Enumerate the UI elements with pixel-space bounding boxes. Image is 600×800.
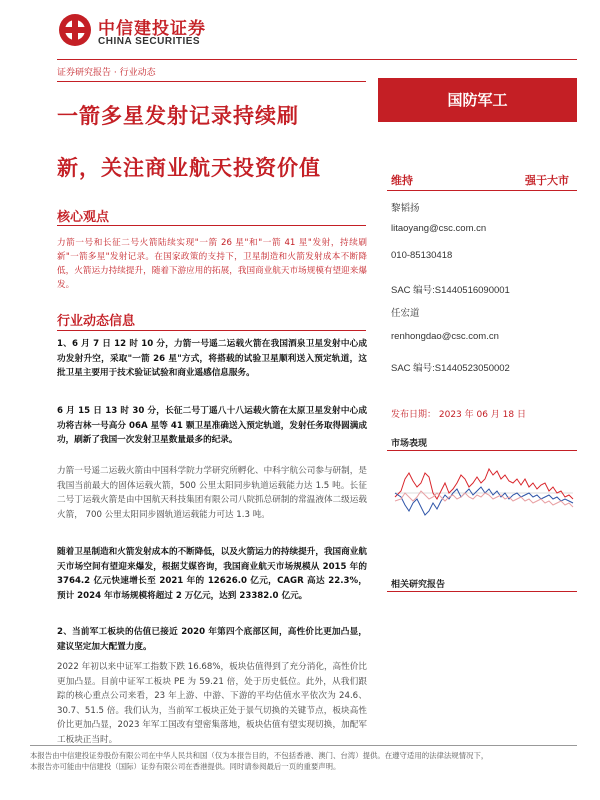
market-performance-chart [389,453,577,568]
rating-row [391,172,571,188]
news-paragraph-1: 1、6 月 7 日 12 时 10 分，力箭一号遥二运载火箭在我国酒泉卫星发射中心成功发射升空，采取"一箭 26 星"方式，将搭载的试验卫星顺利送入预定轨道，这批卫星主要用于技术验证试验和商业遥感信息服务。 [57,339,367,379]
footer-divider [30,745,577,746]
logo-chinese-name: 中信建投证券 [98,19,206,39]
report-title [57,90,367,194]
analyst-1-name: 黎韬扬 [391,203,420,214]
publish-date: 发布日期： 2023 年 06 月 18 日 [391,410,526,420]
rating-value: 强于大市 [525,174,569,187]
disclaimer-line-1: 本报告由中信建投证券股份有限公司在中华人民共和国（仅为本报告目的，不包括香港、澳门、台湾）提供。在遵守适用的法律法规情况下， [30,751,489,760]
news-paragraph-2: 6 月 15 日 13 时 30 分，长征二号丁遥八十八运载火箭在太原卫星发射中心成功将吉林一号高分 06A 星等 41 颗卫星准确送入预定轨道，发射任务取得圆满成功，刷新了我国一次发射卫星数量最多的纪录。 [57,406,367,446]
core-viewpoint-divider [57,225,366,226]
report-type-label: 证券研究报告 · 行业动态 [57,68,156,78]
market-performance-title: 市场表现 [391,439,428,449]
title-line-2: 新，关注商业航天投资价值 [57,156,321,180]
news-paragraph-6: 2022 年初以来中证军工指数下跌 16.68%，板块估值得到了充分消化，高性价比更加凸显。目前中证军工板块 PE 为 59.21 倍，处于历史低位。此外，从我们跟踪的核心重点公司来看，23 年上游、中游、下游的平均估值水平依次为 24.6、30.7、51.5 倍。我们认为，当前军工板块正处于景气切换的关键节点，板块高性价比更加凸显，2023 年军工国改有望密集落地，板块估值有望实现切换，加配军工板块正当时。 [57,662,367,745]
rating-action: 维持 [391,174,413,187]
disclaimer-line-2: 本报告亦可能由中信建投（国际）证券有限公司在香港提供。同时请参阅最后一页的重要声明。 [30,762,341,771]
footer-disclaimer [30,750,590,772]
header-divider [57,59,577,60]
company-logo [57,12,217,52]
rating-divider [387,190,577,191]
core-viewpoint-heading: 核心观点 [57,210,110,225]
analyst-1-sac: SAC 编号:S1440516090001 [391,285,510,296]
industry-news-divider [57,330,366,331]
china-securities-logo-icon [57,12,93,48]
related-reports-divider [387,591,577,592]
title-line-1: 一箭多星发射记录持续刷 [57,104,299,128]
news-paragraph-3: 力箭一号遥二运载火箭由中国科学院力学研究所孵化、中科宇航公司参与研制，是我国当前最大的固体运载火箭，500 公里太阳同步轨道运载能力达 1.5 吨。长征二号丁运载火箭是由中国航天科技集团有限公司八院抓总研制的常温液体二级运载火箭， 700 公里太阳同步圆轨道运载能力可达 1.3 吨。 [57,466,367,520]
sector-badge: 国防军工 [378,78,577,122]
news-paragraph-5: 2、当前军工板块的估值已接近 2020 年第四个底部区间，高性价比更加凸显，建议坚定加大配置力度。 [57,627,367,652]
logo-english-name: CHINA SECURITIES [98,36,201,47]
analyst-1-phone: 010-85130418 [391,250,453,261]
core-viewpoint-text: 力箭一号和长征二号火箭陆续实现"一箭 26 星"和"一箭 41 星"发射，持续刷新"一箭多星"发射记录。在国家政策的支持下，卫星制造和火箭发射成本不断降低，火箭运力持续提升，随着下游应用的拓展，我国商业航天市场规模有望迎来爆发。 [57,238,367,290]
analyst-2-sac: SAC 编号:S1440523050002 [391,363,510,374]
analyst-2-name: 任宏道 [391,308,420,319]
market-performance-divider [387,450,577,451]
industry-news-heading: 行业动态信息 [57,314,136,329]
analyst-1-email[interactable]: litaoyang@csc.com.cn [391,223,487,234]
report-type-divider [57,81,366,82]
analyst-2-email[interactable]: renhongdao@csc.com.cn [391,331,499,342]
news-paragraph-4: 随着卫星制造和火箭发射成本的不断降低，以及火箭运力的持续提升，我国商业航天市场空间有望迎来爆发，根据艾媒咨询，我国商业航天市场规模从 2015 年的 3764.2 亿元快速增长至 2021 年的 12626.0 亿元，CAGR 高达 22.3%，预计 2024 年市场规模将超过 2 万亿元，达到 23382.0 亿元。 [57,547,367,601]
related-reports-title: 相关研究报告 [391,580,446,590]
series-third-line [395,491,573,507]
